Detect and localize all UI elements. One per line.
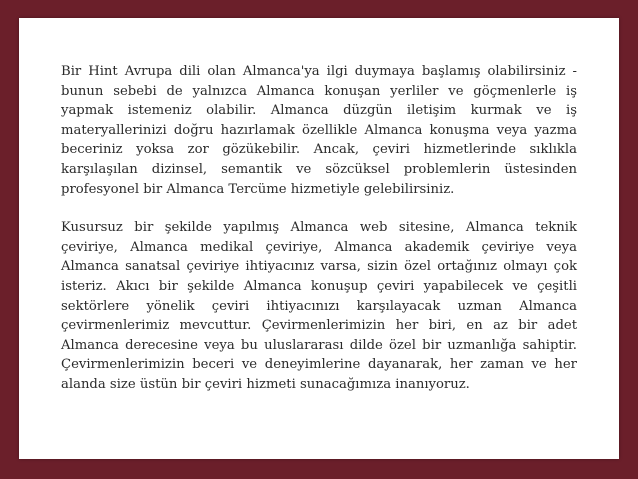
slide-body-text (61, 62, 577, 414)
paragraph-2: Kusursuz bir şekilde yapılmış Almanca web sitesine, Almanca teknik çeviriye, Almanca medikal çeviriye, Almanca akademik çeviriye veya Almanca sanatsal çeviriye ihtiyacınız varsa, sizin özel ortağınız olmayı çok isteriz. Akıcı bir şekilde Almanca konuşup çeviri yapabilecek ve çeşitli sektörlere yönelik çeviri ihtiyacınızı karşılayacak uzman Almanca çevirmenlerimiz mevcuttur. Çevirmenlerimizin her biri, en az bir adet Almanca derecesine veya bu uluslararası dilde özel bir uzmanlığa sahiptir. Çevirmenlerimizin beceri ve deneyimlerine dayanarak, her zaman ve her alanda size üstün bir çeviri hizmeti sunacağımıza inanıyoruz. (61, 220, 577, 392)
paragraph-1: Bir Hint Avrupa dili olan Almanca'ya ilgi duymaya başlamış olabilirsiniz - bunun sebebi de yalnızca Almanca konuşan yerliler ve göçmenlerle iş yapmak istemeniz olabilir. Almanca düzgün iletişim kurmak ve iş materyallerinizi doğru hazırlamak özellikle Almanca konuşma veya yazma beceriniz yoksa zor gözükebilir. Ancak, çeviri hizmetlerinde sıklıkla karşılaşılan dizinsel, semantik ve sözcüksel problemlerin üstesinden profesyonel bir Almanca Tercüme hizmetiyle gelebilirsiniz. (61, 64, 577, 197)
slide-panel (19, 18, 619, 459)
